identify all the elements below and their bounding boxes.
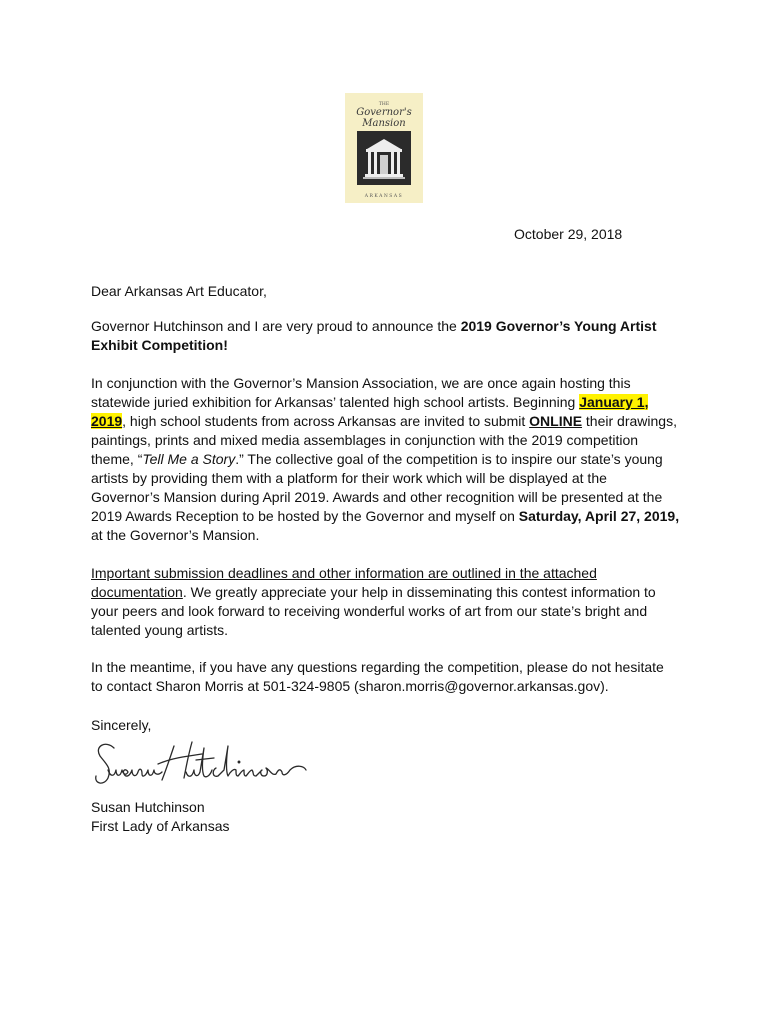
paragraph-details <box>91 374 681 545</box>
start-date-highlight: January 1, <box>579 394 649 410</box>
letter-date: October 29, 2018 <box>514 226 623 242</box>
logo-name-line2: Mansion <box>362 118 406 129</box>
reception-date: Saturday, April 27, 2019, <box>518 508 680 524</box>
paragraph-line <box>91 583 681 602</box>
text-run: , high school students from across Arkansas are invited to submit <box>122 413 530 429</box>
paragraph-line <box>91 393 681 412</box>
paragraph-line: Governor’s Mansion during April 2019. Awards and other recognition will be presented at the <box>91 489 663 505</box>
paragraph-line <box>91 450 681 469</box>
paragraph-contact <box>91 658 681 696</box>
start-year-highlight: 2019 <box>91 413 123 429</box>
logo-bottom-text: ARKANSAS <box>364 194 404 199</box>
text-run: . We greatly appreciate your help in disseminating this contest information to <box>182 584 656 600</box>
paragraph-line: your peers and look forward to receiving wonderful works of art from our state’s bright and <box>91 603 648 619</box>
handwritten-signature <box>92 734 332 790</box>
signer-block <box>91 798 681 836</box>
closing-text: Sincerely, <box>91 717 152 733</box>
deadlines-note: Important submission deadlines and other information are outlined in the attached <box>91 565 597 581</box>
salutation-text: Dear Arkansas Art Educator, <box>91 283 267 299</box>
competition-name: 2019 Governor’s Young Artist <box>460 318 657 334</box>
deadlines-note-cont: documentation <box>91 584 183 600</box>
paragraph-line <box>91 336 681 355</box>
text-run: Governor Hutchinson and I are very proud to announce the <box>91 318 461 334</box>
text-run: .” The collective goal of the competition is to inspire our state’s young <box>235 451 663 467</box>
text-run: statewide juried exhibition for Arkansas’ talented high school artists. Beginning <box>91 394 580 410</box>
text-run: their drawings, <box>582 413 677 429</box>
signer-title: First Lady of Arkansas <box>91 818 230 834</box>
text-run: 2019 Awards Reception to be hosted by the Governor and myself on <box>91 508 519 524</box>
governors-mansion-logo <box>345 93 423 203</box>
salutation <box>91 282 681 301</box>
paragraph-line <box>91 317 681 336</box>
theme-title: Tell Me a Story <box>142 451 236 467</box>
text-run: theme, “ <box>91 451 143 467</box>
online-emphasis: ONLINE <box>529 413 583 429</box>
signer-name: Susan Hutchinson <box>91 799 205 815</box>
paragraph-line: at the Governor’s Mansion. <box>91 527 260 543</box>
paragraph-line <box>91 507 681 526</box>
paragraph-line: paintings, prints and mixed media assemblages in conjunction with the 2019 competition <box>91 432 639 448</box>
paragraph-line: talented young artists. <box>91 622 228 638</box>
paragraph-line: In the meantime, if you have any questions regarding the competition, please do not hesitate <box>91 659 664 675</box>
paragraph-line <box>91 412 681 431</box>
paragraph-line: In conjunction with the Governor’s Mansion Association, we are once again hosting this <box>91 375 631 391</box>
paragraph-deadlines <box>91 564 681 640</box>
logo-name-line1: Governor's <box>356 107 412 118</box>
paragraph-line: artists by providing them with a platform for their work which will be displayed at the <box>91 470 607 486</box>
paragraph-announcement <box>91 317 681 355</box>
contact-line: to contact Sharon Morris at 501-324-9805 (sharon.morris@governor.arkansas.gov). <box>91 678 609 694</box>
logo-top-text: THE <box>378 102 390 107</box>
mansion-emblem-icon <box>345 93 423 203</box>
competition-name-cont: Exhibit Competition! <box>91 337 228 353</box>
closing <box>91 716 681 735</box>
